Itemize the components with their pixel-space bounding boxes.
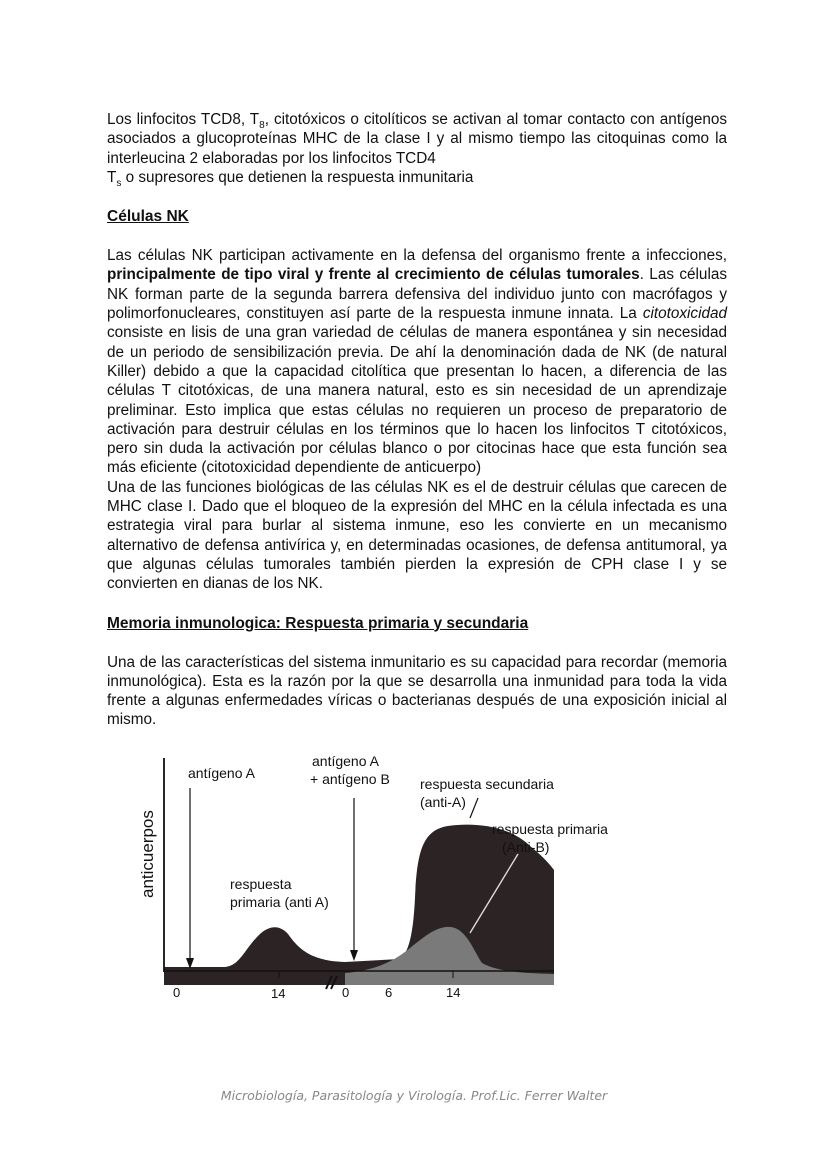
primary-b-label-1: respuesta primaria	[492, 821, 608, 837]
intro-paragraph: Los linfocitos TCD8, $T_8$, citotóxicos o citolíticos se activan al tomar contacto con antígenos asociados a glucoproteínas MHC de la clase I y al mismo tiempo las citoquinas como la interleucina 2 elaboradas por los linfocitos TCD4	[107, 111, 727, 167]
x-tick-label: 14	[446, 985, 461, 1000]
antigen-ab-label-2: + antígeno B	[310, 771, 390, 787]
nk-paragraph-2: Una de las funciones biológicas de las células NK es el de destruir células que carecen de MHC clase I. Dado que el bloqueo de la expresión del MHC en la célula infectada es una estrategia viral para burlar al sistema inmune, eso les convierte en un mecanismo alternativo de defensa antivírica y, en determinadas ocasiones, de defensa antitumoral, ya que algunas células tumorales también pierden la expresión de CPH clase I y se convierten en dianas de los NK.	[107, 478, 727, 593]
antibody-response-graph	[130, 748, 608, 1038]
y-axis-label: anticuerpos	[138, 810, 157, 898]
x-tick-label: 0	[173, 985, 181, 1000]
antigen-ab-label-1: antígeno A	[312, 753, 379, 769]
x-tick-label: 0	[342, 985, 350, 1000]
page-footer: Microbiología, Parasitología y Virología. Prof.Lic. Ferrer Walter	[220, 1088, 608, 1103]
anti-a-response-area	[164, 825, 554, 985]
section-heading-memoria: Memoria inmunologica: Respuesta primaria y secundaria	[107, 614, 529, 632]
secondary-label-1: respuesta secundaria	[420, 776, 554, 792]
primary-a-label-2: primaria (anti A)	[230, 894, 329, 910]
intro-paragraph-2: $T_s$ o supresores que detienen la respuesta inmunitaria	[107, 168, 474, 189]
secondary-label-2: (anti-A)	[420, 794, 466, 810]
memoria-paragraph: Una de las características del sistema inmunitario es su capacidad para recordar (memoria inmunológica). Esta es la razón por la que se desarrolla una inmunidad para toda la vida frente a algunas enfermedades víricas o bacterianas después de una exposición inicial al mismo.	[107, 653, 727, 729]
secondary-pointer	[470, 798, 478, 818]
x-tick-label: 14	[271, 986, 286, 1001]
nk-paragraph-1: Las células NK participan activamente en la defensa del organismo frente a infecciones, principalmente de tipo viral y frente al crecimiento de células tumorales. Las células NK forman parte de la segunda barrera defensiva del individuo junto con macrófagos y polimorfonucleares, constituyen así parte de la respuesta inmune innata. La citotoxicidad consiste en lisis de una gran variedad de células de manera espontánea y sin necesidad de un periodo de sensibilización previa. De ahí la denominación dada de NK (de natural Killer) debido a que la capacidad citolítica que presentan lo hacen, a diferencia de las células T citotóxicas, de una manera natural, esto es sin necesidad de un aprendizaje preliminar. Esto implica que estas células no requieren un proceso de preparatorio de activación para destruir células en los términos que lo hacen los linfocitos T citotóxicos, pero sin duda la activación por células blanco o por citocinas hace que esta función sea más eficiente (citotoxicidad dependiente de anticuerpo)	[107, 247, 727, 477]
primary-a-label-1: respuesta	[230, 876, 292, 892]
antibody-response-figure	[130, 748, 608, 1038]
antigen-a-label: antígeno A	[188, 765, 255, 781]
document-body	[107, 110, 727, 730]
antigen-ab-arrowhead	[350, 950, 358, 961]
primary-b-label-2: (Anti-B)	[502, 839, 550, 855]
x-tick-label: 6	[385, 985, 393, 1000]
section-heading-nk: Células NK	[107, 208, 189, 226]
